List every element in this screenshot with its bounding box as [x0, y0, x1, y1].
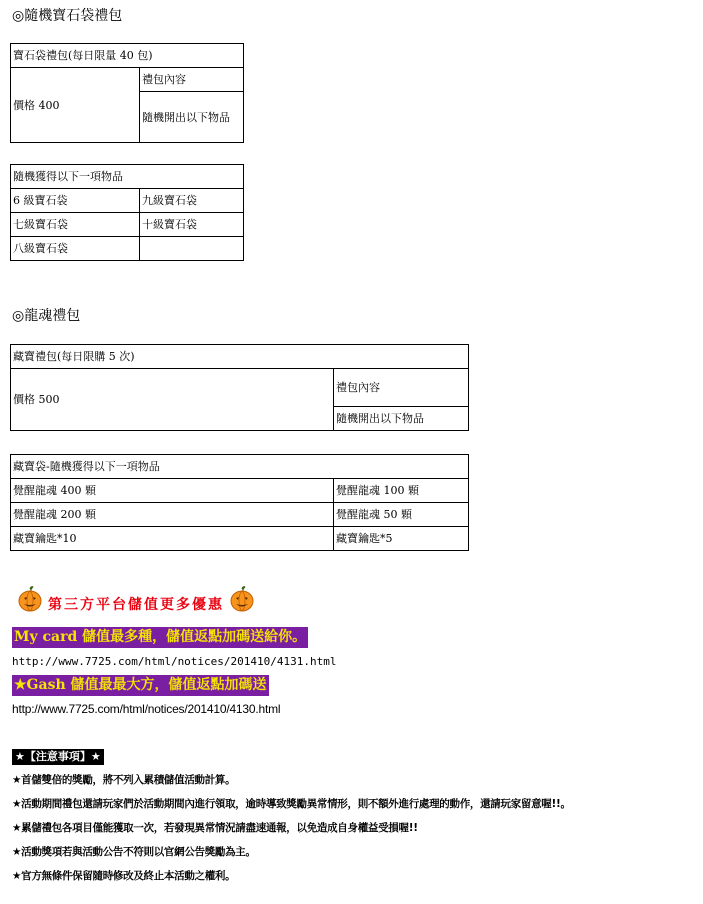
gem-item-cell: [140, 237, 244, 261]
notice-line: ★官方無條件保留隨時修改及終止本活動之權利。: [12, 870, 236, 882]
dragon-item-cell: 藏寶鑰匙*5: [334, 527, 469, 551]
promo-title-text: 第三方平台儲值更多優惠: [48, 597, 224, 613]
gem-pack-price: 價格 400: [11, 68, 140, 143]
notice-line: ★活動期間禮包還請玩家們於活動期間內進行領取，逾時導致獎勵異常情形，則不額外進行處理的動作，還請玩家留意喔!!。: [12, 798, 571, 810]
dragon-item-cell: 覺醒龍魂 200 顆: [11, 503, 334, 527]
gem-item-cell: 6 級寶石袋: [11, 189, 140, 213]
dragon-item-cell: 覺醒龍魂 400 顆: [11, 479, 334, 503]
mycard-url-link[interactable]: http://www.7725.com/html/notices/201410/4131.html: [12, 655, 337, 668]
notice-line: ★首儲雙倍的獎勵，將不列入累積儲值活動計算。: [12, 774, 236, 786]
dragon-pack-header: 藏寶禮包(每日限購 5 次): [11, 345, 469, 369]
gem-items-table: [10, 164, 244, 261]
gem-pack-header: 寶石袋禮包(每日限量 40 包): [11, 44, 244, 68]
dragon-item-cell: 藏寶鑰匙*10: [11, 527, 334, 551]
gem-item-cell: 八級寶石袋: [11, 237, 140, 261]
gem-pack-contents-desc: 隨機開出以下物品: [140, 92, 244, 143]
dragon-item-cell: 覺醒龍魂 50 顆: [334, 503, 469, 527]
notice-line: ★活動獎項若與活動公告不符則以官網公告獎勵為主。: [12, 846, 256, 858]
gem-pack-table: [10, 43, 244, 143]
dragon-items-table: [10, 454, 469, 551]
promo-title-row: [18, 582, 254, 616]
pumpkin-icon: [230, 586, 254, 612]
section-title-dragon-soul: ◎龍魂禮包: [12, 308, 81, 324]
section-title-gem-bag: ◎隨機寶石袋禮包: [12, 8, 123, 24]
mycard-banner: My card 儲值最多種，儲值返點加碼送給你。: [12, 627, 308, 648]
dragon-pack-price: 價格 500: [11, 369, 334, 431]
dragon-pack-contents-label: 禮包內容: [334, 369, 469, 407]
gem-pack-contents-label: 禮包內容: [140, 68, 244, 92]
gash-url-link[interactable]: http://www.7725.com/html/notices/201410/4130.html: [12, 702, 281, 716]
dragon-pack-contents-desc: 隨機開出以下物品: [334, 407, 469, 431]
notice-header: ★【注意事項】★: [12, 749, 104, 765]
gem-item-cell: 九級寶石袋: [140, 189, 244, 213]
gem-item-cell: 七級寶石袋: [11, 213, 140, 237]
gash-banner: ★Gash 儲值最最大方，儲值返點加碼送: [12, 675, 269, 696]
gem-item-cell: 十級寶石袋: [140, 213, 244, 237]
dragon-pack-table: [10, 344, 469, 431]
notice-line: ★累儲禮包各項目僅能獲取一次，若發現異常情況請盡速通報，以免造成自身權益受損喔!!: [12, 822, 418, 834]
dragon-item-cell: 覺醒龍魂 100 顆: [334, 479, 469, 503]
dragon-items-header: 藏寶袋-隨機獲得以下一項物品: [11, 455, 469, 479]
pumpkin-icon: [18, 586, 42, 612]
gem-items-header: 隨機獲得以下一項物品: [11, 165, 244, 189]
